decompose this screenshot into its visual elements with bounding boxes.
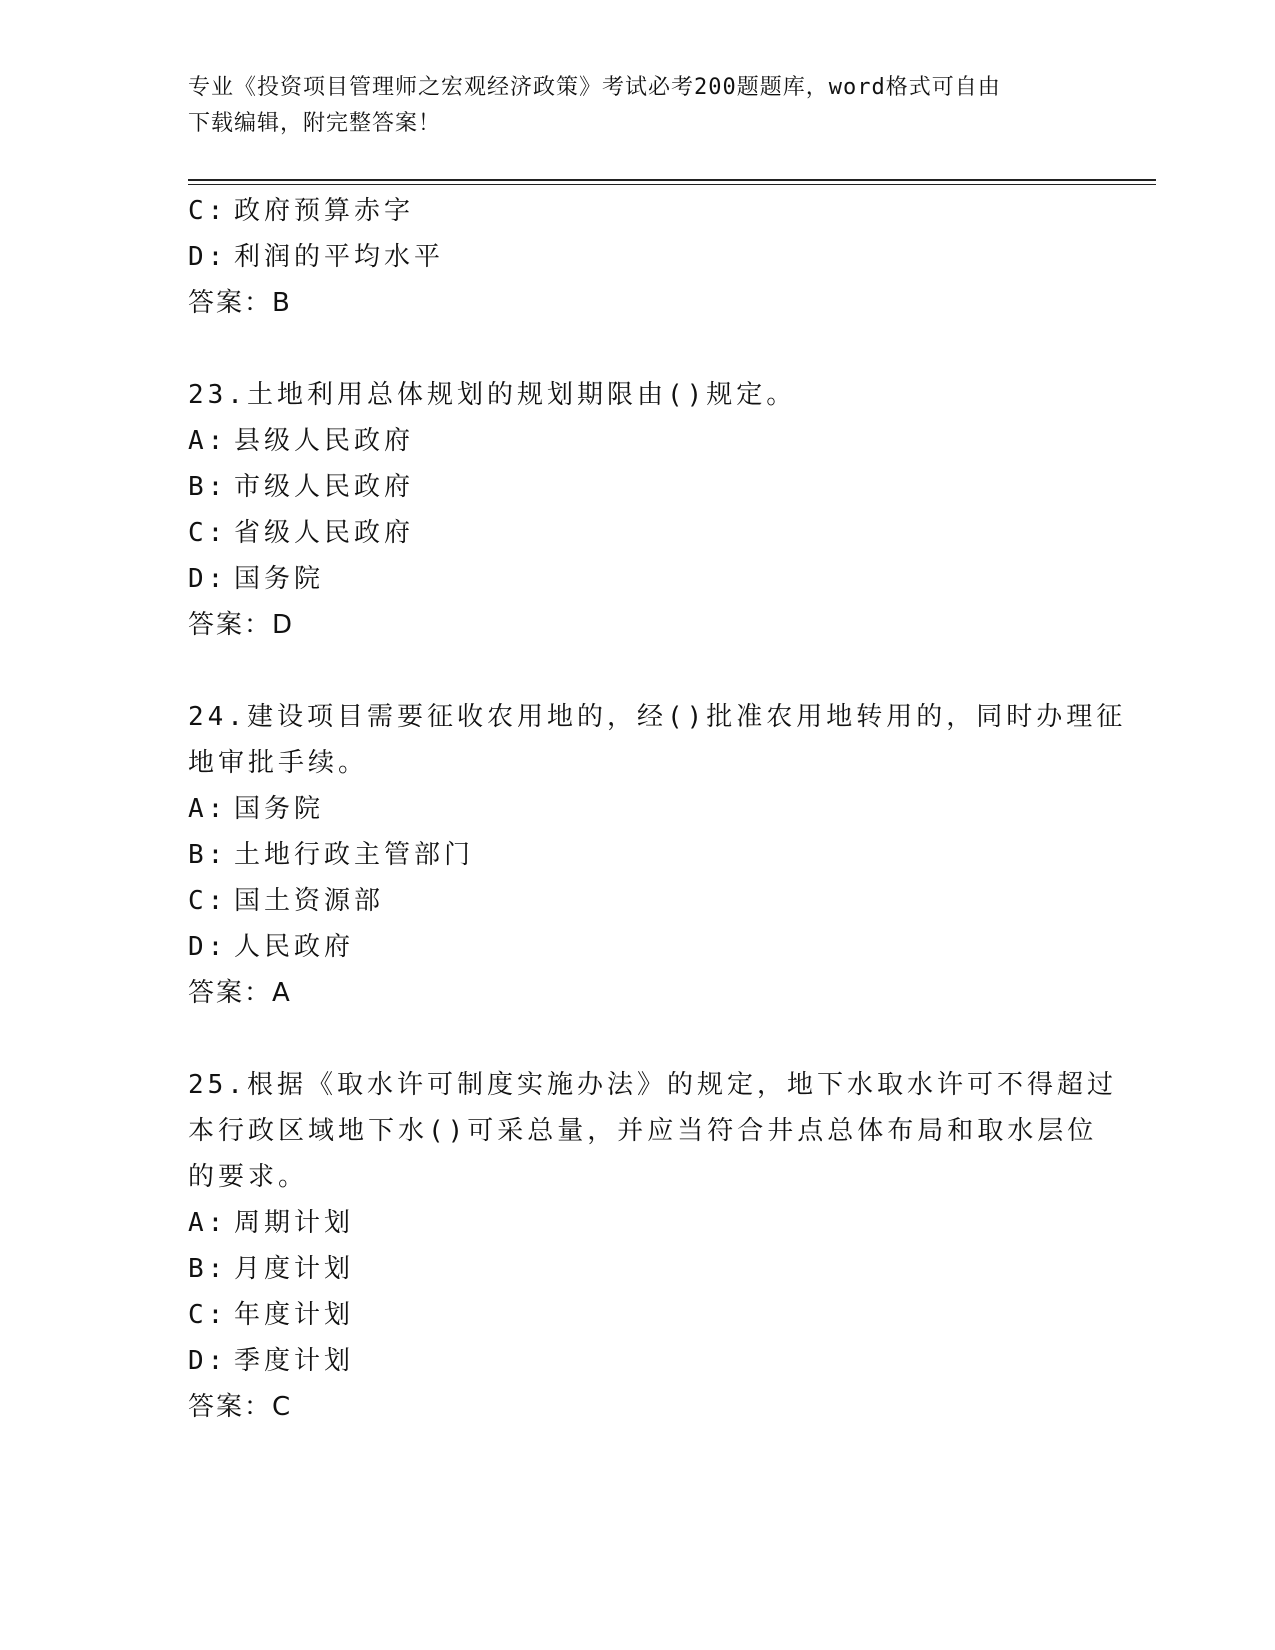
- spacer: [188, 1016, 1088, 1062]
- option-text: 月度计划: [234, 1254, 355, 1284]
- option-a: [188, 1200, 1088, 1246]
- option-key: C:: [188, 1300, 228, 1330]
- option-d: [188, 924, 1088, 970]
- header-divider-thin: [188, 184, 1156, 185]
- header-line-1: 专业《投资项目管理师之宏观经济政策》考试必考200题题库，word格式可自由: [188, 75, 1001, 100]
- option-c: [188, 878, 1088, 924]
- question-22-continued: [188, 188, 1088, 326]
- question-23: [188, 372, 1088, 648]
- question-text: 本行政区域地下水()可采总量，并应当符合井点总体布局和取水层位: [188, 1116, 1098, 1146]
- question-24: [188, 694, 1127, 1016]
- option-key: D:: [188, 932, 228, 962]
- question-text: 25.根据《取水许可制度实施办法》的规定，地下水取水许可不得超过: [188, 1070, 1117, 1100]
- answer-line: 答案：A: [188, 978, 292, 1008]
- option-text: 国务院: [234, 794, 325, 824]
- question-text: 24.建设项目需要征收农用地的，经()批准农用地转用的，同时办理征: [188, 702, 1127, 732]
- answer-line: 答案：B: [188, 288, 292, 318]
- option-key: A:: [188, 794, 228, 824]
- option-text: 国务院: [234, 564, 325, 594]
- option-key: B:: [188, 472, 228, 502]
- option-key: C:: [188, 518, 228, 548]
- option-key: B:: [188, 840, 228, 870]
- option-a: [188, 418, 1088, 464]
- spacer: [188, 648, 1088, 694]
- spacer: [188, 326, 1088, 372]
- option-b: [188, 1246, 1088, 1292]
- option-key: B:: [188, 1254, 228, 1284]
- option-text: 国土资源部: [234, 886, 385, 916]
- header-divider-thick: [188, 179, 1156, 181]
- question-text: 23.土地利用总体规划的规划期限由()规定。: [188, 380, 797, 410]
- option-text: 政府预算赤字: [234, 196, 415, 226]
- option-c: [188, 1292, 1088, 1338]
- option-b: [188, 832, 1088, 878]
- option-text: 年度计划: [234, 1300, 355, 1330]
- option-d: [188, 234, 1088, 280]
- option-text: 利润的平均水平: [234, 242, 445, 272]
- option-b: [188, 464, 1088, 510]
- option-key: C:: [188, 196, 228, 226]
- option-text: 周期计划: [234, 1208, 355, 1238]
- option-d: [188, 556, 1088, 602]
- option-a: [188, 786, 1088, 832]
- option-key: D:: [188, 1346, 228, 1376]
- option-key: D:: [188, 564, 228, 594]
- header-line-2: 下载编辑，附完整答案！: [188, 111, 442, 136]
- option-key: A:: [188, 426, 228, 456]
- option-d: [188, 1338, 1088, 1384]
- option-c: [188, 188, 1088, 234]
- option-text: 土地行政主管部门: [234, 840, 475, 870]
- question-25: [188, 1062, 1117, 1430]
- question-text: 的要求。: [188, 1162, 309, 1192]
- option-text: 市级人民政府: [234, 472, 415, 502]
- option-key: C:: [188, 886, 228, 916]
- option-c: [188, 510, 1088, 556]
- option-text: 人民政府: [234, 932, 355, 962]
- option-key: D:: [188, 242, 228, 272]
- option-text: 县级人民政府: [234, 426, 415, 456]
- answer-line: 答案：C: [188, 1392, 293, 1422]
- answer-line: 答案：D: [188, 610, 295, 640]
- document-body: [188, 188, 1127, 1430]
- document-header: [188, 70, 1068, 142]
- option-text: 省级人民政府: [234, 518, 415, 548]
- option-text: 季度计划: [234, 1346, 355, 1376]
- option-key: A:: [188, 1208, 228, 1238]
- question-text: 地审批手续。: [188, 748, 369, 778]
